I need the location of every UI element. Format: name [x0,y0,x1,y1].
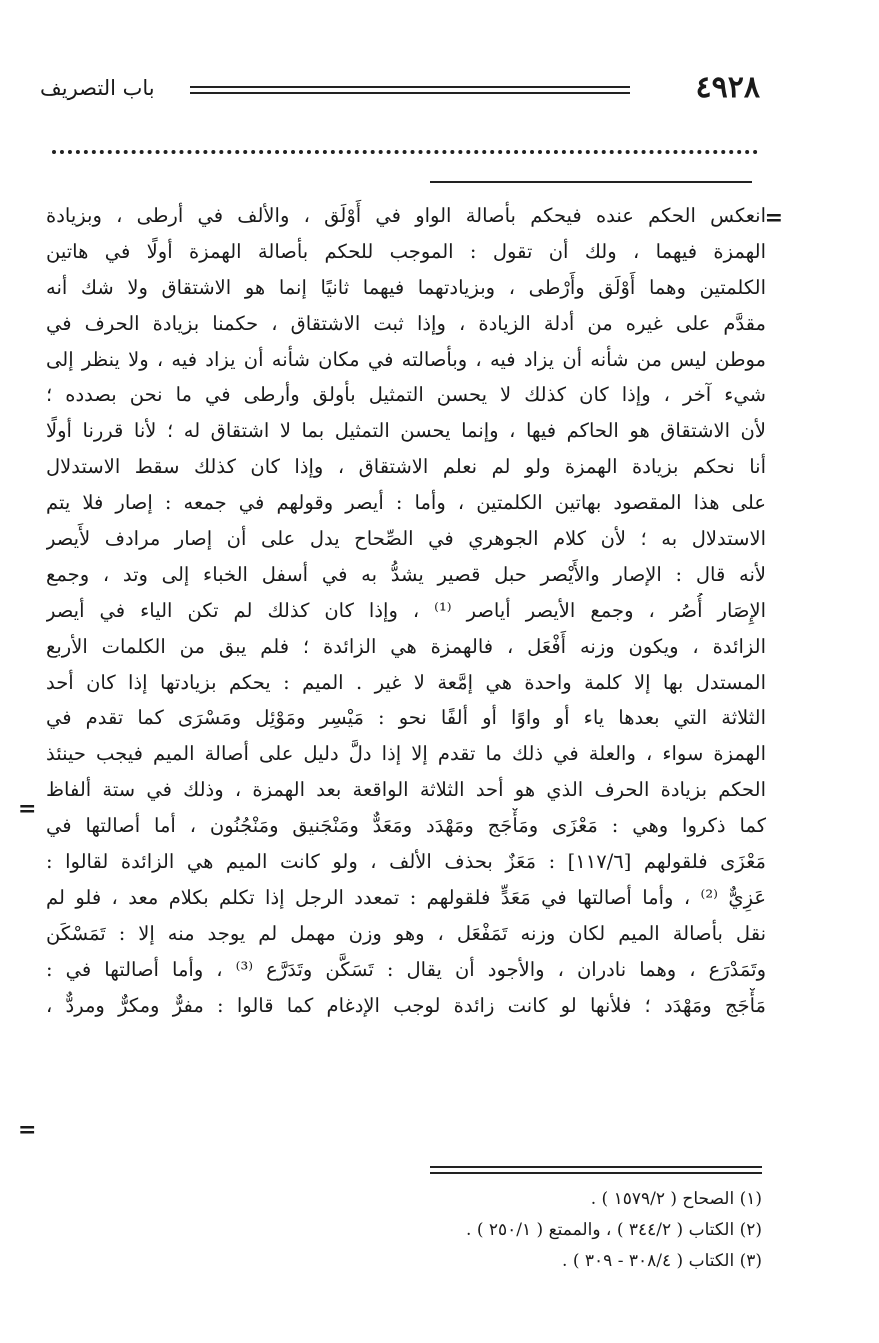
chapter-title: باب التصريف [40,76,155,100]
text-line: مَعْزَى فلقولهم [١١٧/٦] : مَعَزٌ بحذف الألف ، ولو كانت الميم هي الزائدة لقالوا : [46,850,766,874]
continuation-mark-bottom: = [18,1117,37,1143]
continuation-mark-middle: = [18,796,37,822]
text-line: موطن ليس من شأنه أن يزاد فيه ، وبأصالته في مكان شأنه أن يزاد فيه ، ولا ينظر إلى [46,347,766,371]
header-double-rule [190,86,630,94]
text-line: الاستدلال به ؛ لأن كلام الجوهري في الصِّحاح يدل على أن إصار مرادف لأَيصر [46,527,766,551]
text-line: الهمزة فيهما ، ولك أن تقول : الموجب للحكم بأصالة الهمزة أولًا في هاتين [46,239,766,263]
continuation-mark-top: = [764,205,783,231]
text-line: لأن الاشتقاق هو الحاكم فيها ، وإنما يحسن التمثيل بما لا اشتقاق له ؛ لأنا قررنا أولًا [46,419,766,443]
text-line: شيء آخر ، وإذا كان كذلك لا يحسن التمثيل بأولق وأرطى في ما نحن بصدده ؛ [46,383,766,407]
text-line: الإِصَار أُصُر ، وجمع الأيصر أياصر ⁽¹⁾ ، وإذا كان كذلك لم تكن الياء في أيصر [46,598,766,622]
text-line: الزائدة ، ويكون وزنه أَفْعَل ، فالهمزة هي الزائدة ؛ فلم يبق من الكلمات الأربع [46,634,766,658]
dotted-separator [52,150,758,154]
text-line: الثلاثة التي بعدها ياء أو واوًا أو ألفًا نحو : مَيْسِر ومَوْئِل ومَسْرَى كما تقدم في [46,706,766,730]
text-line: لأنه قال : الإصار والأَيْصر حبل قصير يشدُّ به في أسفل الخباء إلى وتد ، وجمع [46,562,766,586]
footnote-2: (٢) الكتاب ( ٣٤٤/٢ ) ، والممتع ( ٢٥٠/١ ) . [466,1220,762,1240]
text-line: كما ذكروا وهي : مَعْزَى ومَأْجَج ومَهْدَد ومَعَدٌّ ومَنْجَنيق ومَنْجُنُون ، أما أصالتها في [46,814,766,838]
page-number: ٤٩٢٨ [695,70,760,105]
text-line: المستدل بها إلا كلمة واحدة هي إمَّعة لا غير . الميم : يحكم بزيادتها إذا كان أحد [46,670,766,694]
text-line: الحكم بزيادة الحرف الذي هو أحد الثلاثة الواقعة بعد الهمزة ، وذلك في ستة ألفاظ [46,778,766,802]
text-line: على هذا المقصود بهاتين الكلمتين ، وأما : أيصر وقولهم في جمعه : إصار فلا يتم [46,491,766,515]
text-line: الكلمتين وهما أَوْلَق وأَرْطى ، وبزيادتهما فيهما ثانيًا إنما هو الاشتقاق ولا شك أنه [46,275,766,299]
text-line: نقل بأصالة الميم لكان وزنه تَمَفْعَل ، وهو وزن مهمل لم يوجد منه إلا : تَمَسْكَن [46,921,766,945]
text-line: أنا نحكم بزيادة الهمزة ولو لم نعلم الاشتقاق ، وإذا كان كذلك سقط الاستدلال [46,455,766,479]
continuation-rule [430,181,752,183]
footnote-separator [430,1166,762,1174]
text-line: مَأْجَج ومَهْدَد ؛ فلأنها لو كانت زائدة لوجب الإدغام كما قالوا : مفرٌّ ومكرٌّ ومردٌّ ، [46,993,766,1017]
footnotes [202,1184,762,1277]
text-line: وتَمَدْرَع ، وهما نادران ، والأجود أن يقال : تَسَكَّن وتَدَرَّع ⁽³⁾ ، وأما أصالتها في : [46,957,766,981]
text-line: مقدَّم على غيره من أدلة الزيادة ، وإذا ثبت الاشتقاق ، حكمنا بزيادة الحرف في [46,311,766,335]
body-text [46,198,766,1023]
footnote-3: (٣) الكتاب ( ٣٠٨/٤ - ٣٠٩ ) . [562,1251,762,1271]
text-line: الهمزة سواء ، والعلة في ذلك ما تقدم إلا إذا دلَّ دليل على أصالة الميم فيجب حينئذ [46,742,766,766]
footnote-1: (١) الصحاح ( ١٥٧٩/٢ ) . [590,1189,762,1209]
text-line: انعكس الحكم عنده فيحكم بأصالة الواو في أَوْلَق ، والألف في أرطى ، وبزيادة [46,204,766,227]
page-header [40,70,760,110]
text-line: عَزِيٌّ ⁽²⁾ ، وأما أصالتها في مَعَدٍّ فلقولهم : تمعدد الرجل إذا تكلم بكلام معد ، فلو لم [46,885,766,909]
